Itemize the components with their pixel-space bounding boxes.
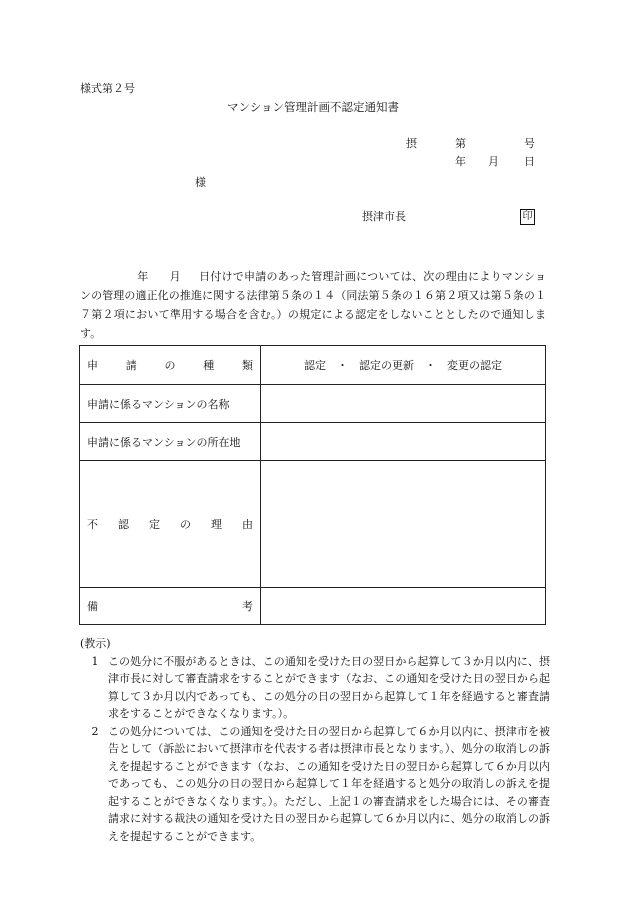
body-year: 年: [137, 270, 149, 283]
label-mansion-name: 申請に係るマンションの名称: [80, 385, 261, 423]
rejection-reason-value: [261, 461, 546, 588]
table-label-cell: [80, 461, 261, 588]
table-row: [80, 588, 546, 625]
label-mansion-address: 申請に係るマンションの所在地: [80, 423, 261, 461]
note-number: 1: [91, 654, 99, 668]
label-rejection-reason: 不 認 定 の 理 由: [87, 518, 253, 531]
table-row: [80, 461, 546, 588]
seal-mark: [520, 209, 535, 225]
body-text: 日付けで申請のあった管理計画については、次の理由によりマンションの管理の適正化の推進に関する法律第５条の１４（同法第５条の１６第２項又は第５条の１７第２項において準用する場合を含む。）の規定による認定をしないこととしたので通知します。: [80, 270, 546, 340]
notice-body: [80, 267, 546, 343]
date-month: 月: [488, 155, 499, 168]
list-item: [80, 653, 550, 723]
application-type-options: 認定 ・ 認定の更新 ・ 変更の認定: [261, 346, 546, 385]
table-row: [80, 385, 546, 423]
label-remarks: 備 考: [87, 600, 253, 613]
mansion-address-value: [261, 423, 546, 461]
appeal-notice: [80, 635, 550, 845]
form-number: 様式第２号: [80, 82, 135, 95]
note-number: 2: [91, 724, 99, 738]
table-label-cell: [80, 346, 261, 385]
table-row: [80, 423, 546, 461]
note-text: この処分に不服があるときは、この通知を受けた日の翌日から起算して３か月以内に、摂津市長に対して審査請求をすることができます（なお、この通知を受けた日の翌日から起算して３か月以内であっても、この処分の日の翌日から起算して１年を経過すると審査請求をすることができなくなります。）。: [108, 654, 550, 720]
issuer-name: 摂津市長: [362, 210, 406, 223]
table-row: [80, 346, 546, 385]
list-item: [80, 723, 550, 846]
addressee-suffix: 様: [195, 176, 206, 189]
doc-number-go: 号: [524, 137, 535, 150]
date-year: 年: [455, 155, 466, 168]
doc-number-settsu: 摂: [406, 137, 417, 150]
notes-heading: (教示): [80, 637, 111, 650]
note-text: この処分については、この通知を受けた日の翌日から起算して６か月以内に、摂津市を被告として（訴訟において摂津市を代表する者は摂津市長となります。）、処分の取消しの訴えを提起することができます（なお、この通知を受けた日の翌日から起算して６か月以内であっても、この処分の日の翌日から起算して１年を経過すると処分の取消しの訴えを提起することができなくなります。）。ただし、上記１の審査請求をした場合には、その審査請求に対する裁決の通知を受けた日の翌日から起算して６か月以内に、処分の取消しの訴えを提起することができます。: [108, 724, 550, 843]
body-month: 月: [169, 270, 181, 283]
doc-number-dai: 第: [455, 137, 466, 150]
application-table: [79, 345, 546, 625]
label-application-type: 申 請 の 種 類: [87, 359, 253, 372]
date-day: 日: [524, 155, 535, 168]
seal-box: 印: [520, 209, 535, 225]
document-title: マンション管理計画不認定通知書: [227, 100, 399, 114]
remarks-value: [261, 588, 546, 625]
mansion-name-value: [261, 385, 546, 423]
table-label-cell: [80, 588, 261, 625]
